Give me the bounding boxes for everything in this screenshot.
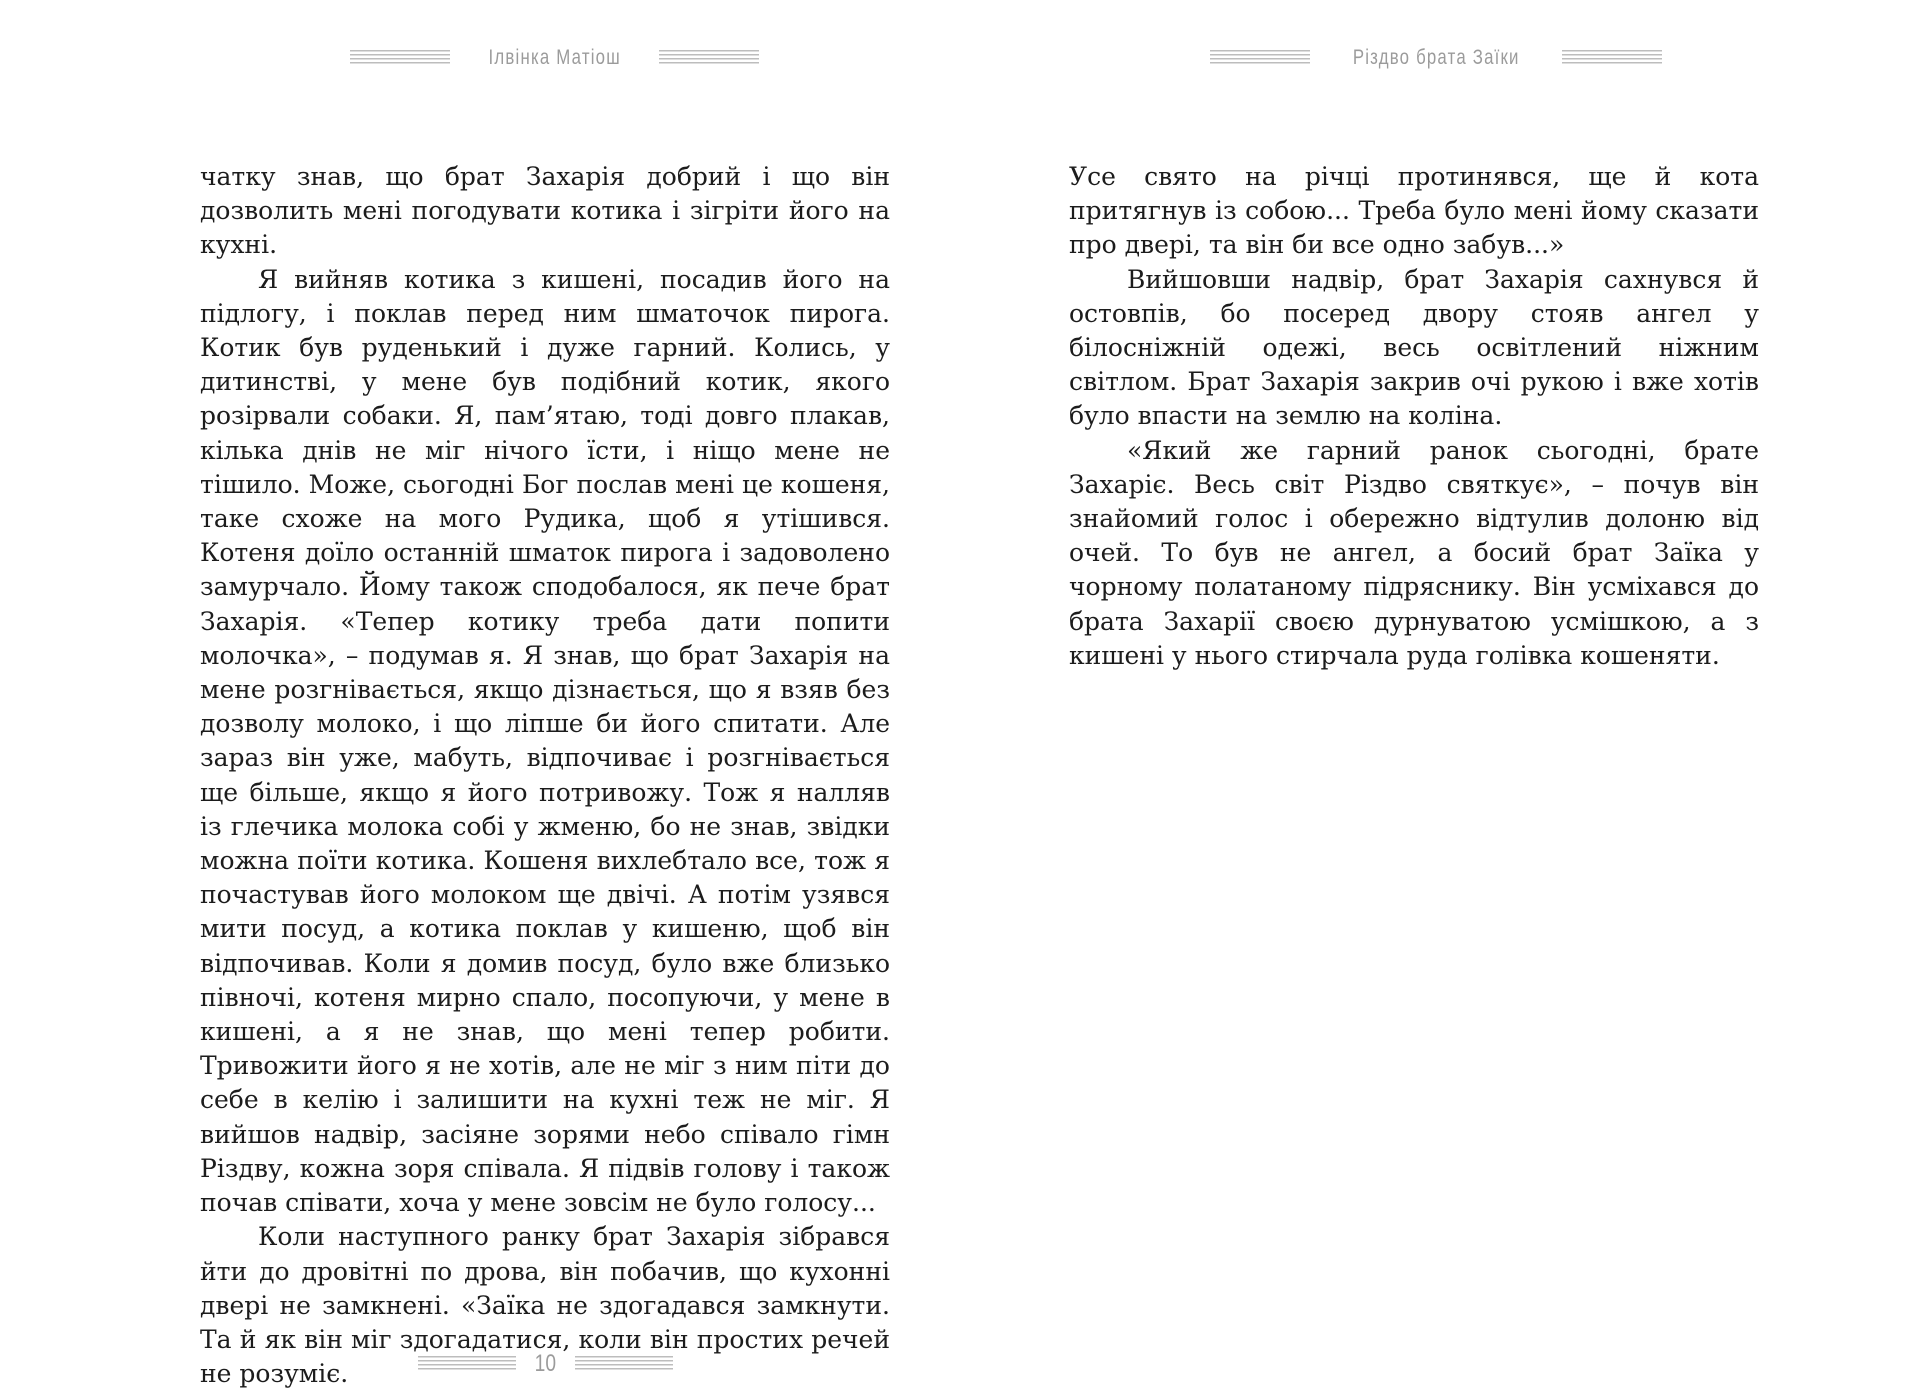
decorative-rule [418,1356,516,1372]
right-page [960,0,1920,1397]
decorative-rule [575,1356,673,1372]
story-title: Різдво брата Заїки [1352,46,1520,69]
author-name: Ілвінка Матіош [488,46,621,69]
decorative-rule [659,50,759,66]
paragraph: Я вийняв котика з кишені, посадив його на підлогу, і поклав перед ним шматочок пирога. Котик був руденький і дуже гарний. Колись, у дитинстві, у мене був подібний котик, якого розірвали собаки. Я, пам’ятаю, тоді довго плакав, кілька днів не міг нічого їсти, і ніщо мене не тішило. Може, сьогодні Бог послав мені це кошеня, таке схоже на мого Рудика, щоб я утішився. Котеня доїло останній шматок пирога і задоволено замурчало. Йому також сподобалося, як пече брат Захарія. «Тепер котику треба дати попити молочка», – подумав я. Я знав, що брат Захарія на мене розгнівається, якщо дізнається, що я взяв без дозволу молоко, і що ліпше би його спитати. Але зараз він уже, мабуть, відпочиває і розгнівається ще більше, якщо я його потривожу. Тож я налляв із глечика молока собі у жменю, бо не знав, звідки можна поїти котика. Кошеня вихлебтало все, тож я почастував його молоком ще двічі. А потім узявся мити посуд, а котика поклав у кишеню, щоб він відпочивав. Коли я домив посуд, було вже близько півночі, котеня мирно спало, посопуючи, у мене в кишені, а я не знав, що мені тепер робити. Тривожити його я не хотів, але не міг з ним піти до себе в келію і залишити на кухні теж не міг. Я вийшов надвір, засіяне зорями небо співало гімн Різдву, кожна зоря співала. Я підвів голову і також почав співати, хоча у мене зовсім не було голосу... [200,264,890,1218]
right-body-text [1069,160,1759,673]
paragraph: «Який же гарний ранок сьогодні, брате Захаріє. Весь світ Різдво святкує», – почув він знайомий голос і обережно відтулив долоню від очей. То був не ангел, а босий брат Заїка у чорному полатаному підряснику. Він усміхався до брата Захарії своєю дурнуватою усмішкою, а з кишені у нього стирчала руда голівка кошеняти. [1069,435,1759,670]
paragraph: Коли наступного ранку брат Захарія зібрався йти до дровітні по дрова, він побачив, що кухонні двері не замкнені. «Заїка не здогадався замкнути. Та й як він міг здогадатися, коли він простих речей не розуміє. [200,1222,890,1389]
decorative-rule [350,50,450,66]
paragraph: Усе свято на річці протинявся, ще й кота притягнув із собою... Треба було мені йому сказати про двері, та він би все одно забув...» [1069,162,1759,260]
decorative-rule [1210,50,1310,66]
paragraph: чатку знав, що брат Захарія добрий і що він дозволить мені погодувати котика і зігріти його на кухні. [200,162,890,260]
page-number-footer [418,1350,673,1378]
left-running-head [350,46,759,70]
decorative-rule [1562,50,1662,66]
left-body-text [200,160,890,1391]
right-running-head [1210,46,1662,70]
paragraph: Вийшовши надвір, брат Захарія сахнувся й остовпів, бо посеред двору стояв ангел у білосніжній одежі, весь освітлений ніжним світлом. Брат Захарія закрив очі рукою і вже хотів було впасти на землю на коліна. [1069,264,1759,431]
page-number: 10 [534,1350,557,1377]
